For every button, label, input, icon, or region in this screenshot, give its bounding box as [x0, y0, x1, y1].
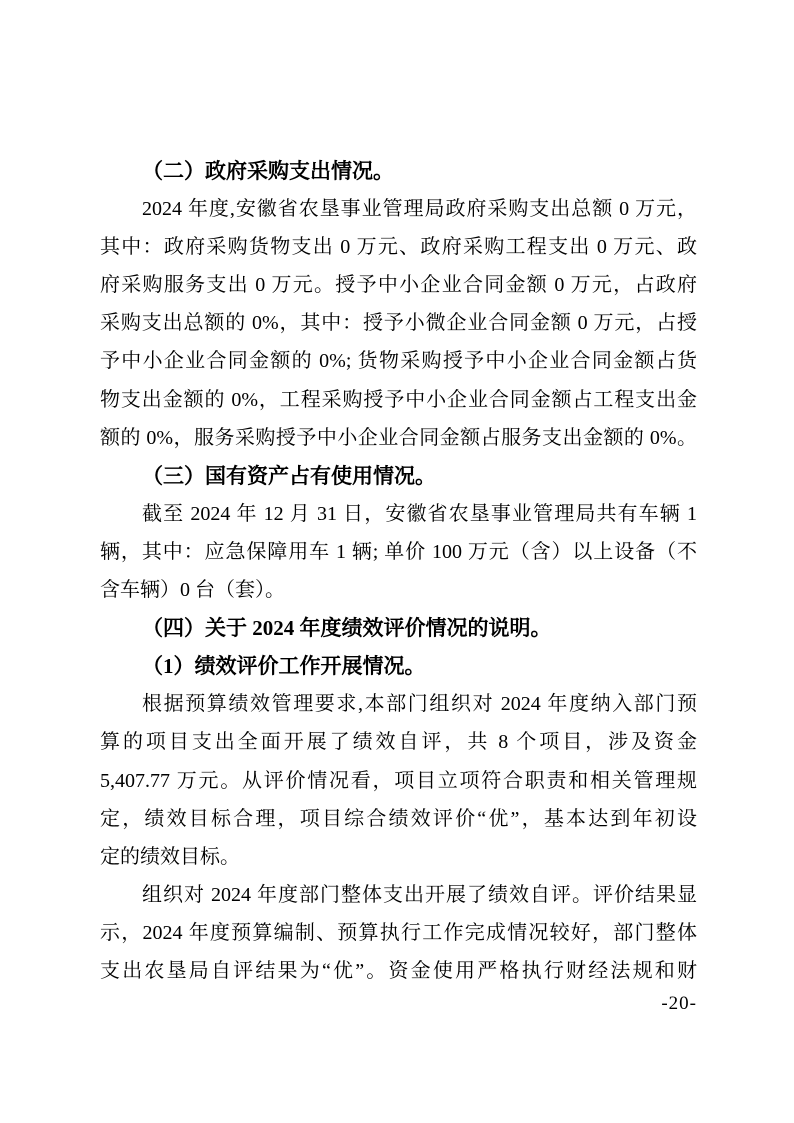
body-text-line: 2024 年度,安徽省农垦事业管理局政府采购支出总额 0 万元， — [142, 198, 697, 221]
body-text-line: 截至 2024 年 12 月 31 日，安徽省农垦事业管理局共有车辆 1 — [142, 502, 697, 525]
body-text-line: 含车辆）0 台（套）。 — [100, 579, 285, 602]
body-text-line: 定的绩效目标。 — [100, 845, 240, 868]
body-text-line: 其中：政府采购货物支出 0 万元、政府采购工程支出 0 万元、政 — [100, 236, 697, 259]
body-text-line: 采购支出总额的 0%，其中：授予小微企业合同金额 0 万元，占授 — [100, 312, 697, 335]
body-text-line: 予中小企业合同金额的 0%; 货物采购授予中小企业合同金额占货 — [100, 350, 697, 373]
body-text-line: 额的 0%，服务采购授予中小企业合同金额占服务支出金额的 0%。 — [100, 426, 697, 449]
body-text-line: 示，2024 年度预算编制、预算执行工作完成情况较好，部门整体 — [100, 921, 697, 944]
body-text-line: 定，绩效目标合理，项目综合绩效评价“优”，基本达到年初设 — [100, 807, 697, 830]
section-heading: （三）国有资产占有使用情况。 — [142, 463, 436, 488]
body-text-line: 支出农垦局自评结果为“优”。资金使用严格执行财经法规和财 — [100, 959, 697, 982]
page-number: -20- — [661, 993, 697, 1014]
body-text-line: 府采购服务支出 0 万元。授予中小企业合同金额 0 万元，占政府 — [100, 274, 697, 297]
body-text-line: 物支出金额的 0%，工程采购授予中小企业合同金额占工程支出金 — [100, 388, 697, 411]
document-body — [100, 152, 697, 990]
section-heading: （1）绩效评价工作开展情况。 — [142, 654, 426, 679]
section-heading: （二）政府采购支出情况。 — [142, 159, 394, 183]
body-text-line: 算的项目支出全面开展了绩效自评，共 8 个项目，涉及资金 — [100, 731, 697, 754]
body-text-line: 根据预算绩效管理要求,本部门组织对 2024 年度纳入部门预 — [142, 693, 697, 716]
body-text-line: 组织对 2024 年度部门整体支出开展了绩效自评。评价结果显 — [142, 883, 697, 906]
body-text-line: 5,407.77 万元。从评价情况看，项目立项符合职责和相关管理规 — [100, 769, 697, 792]
section-heading: （四）关于 2024 年度绩效评价情况的说明。 — [142, 616, 552, 641]
body-text-line: 辆，其中：应急保障用车 1 辆; 单价 100 万元（含）以上设备（不 — [100, 540, 697, 563]
